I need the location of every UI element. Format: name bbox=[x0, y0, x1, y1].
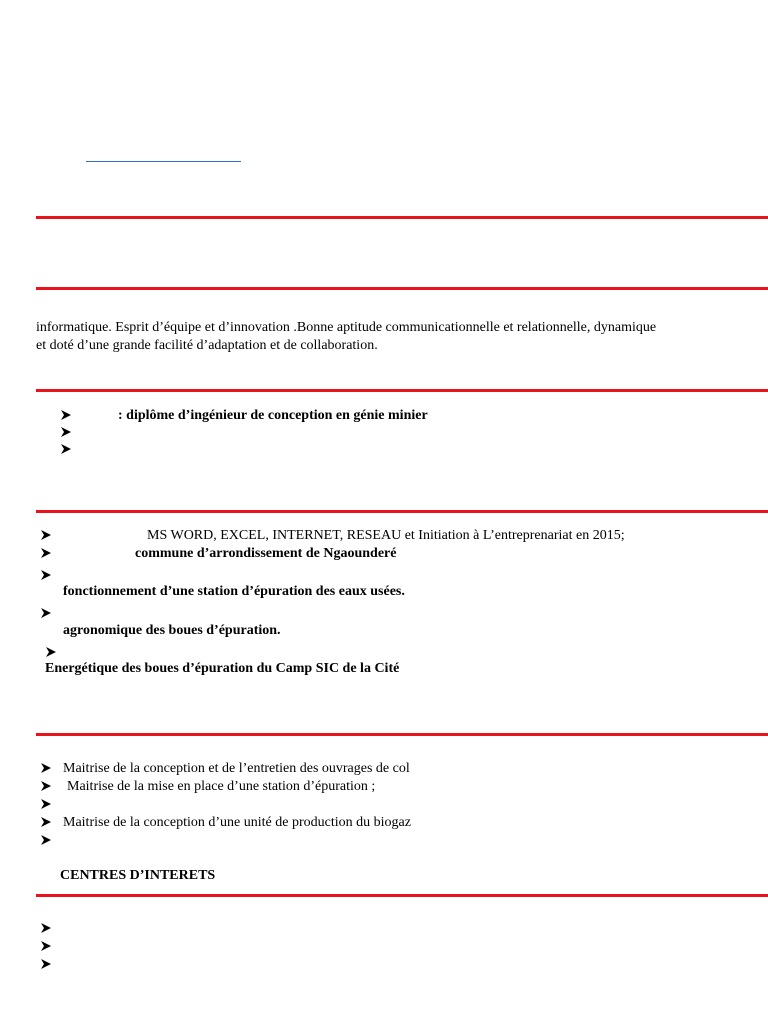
skills-item-4: Maitrise de la conception d’une unité de production du biogaz bbox=[63, 815, 411, 830]
arrowhead-bullet-icon bbox=[40, 529, 52, 543]
skills-item-1: Maitrise de la conception et de l’entretien des ouvrages de col bbox=[63, 761, 410, 776]
arrowhead-bullet-icon bbox=[40, 547, 52, 561]
arrowhead-bullet-icon bbox=[40, 569, 52, 583]
arrowhead-bullet-icon bbox=[40, 762, 52, 776]
experience-item-4: agronomique des boues d’épuration. bbox=[63, 623, 281, 638]
experience-item-5: Energétique des boues d’épuration du Camp SIC de la Cité bbox=[45, 661, 400, 676]
profile-line-1: informatique. Esprit d’équipe et d’innovation .Bonne aptitude communicationnelle et relationnelle, dynamique bbox=[36, 320, 657, 335]
arrowhead-bullet-icon bbox=[40, 922, 52, 936]
arrowhead-bullet-icon bbox=[40, 816, 52, 830]
experience-item-2: commune d’arrondissement de Ngaounderé bbox=[135, 546, 397, 561]
arrowhead-bullet-icon bbox=[40, 607, 52, 621]
section-divider bbox=[36, 389, 768, 392]
profile-line-2: et doté d’une grande facilité d’adaptation et de collaboration. bbox=[36, 338, 378, 353]
arrowhead-bullet-icon bbox=[40, 834, 52, 848]
interests-heading: CENTRES D’INTERETS bbox=[60, 868, 216, 883]
formation-item-1: : diplôme d’ingénieur de conception en génie minier bbox=[118, 408, 428, 423]
arrowhead-bullet-icon bbox=[40, 780, 52, 794]
arrowhead-bullet-icon bbox=[60, 426, 72, 440]
arrowhead-bullet-icon bbox=[40, 958, 52, 972]
section-divider bbox=[36, 510, 768, 513]
arrowhead-bullet-icon bbox=[40, 940, 52, 954]
arrowhead-bullet-icon bbox=[60, 443, 72, 457]
section-divider bbox=[36, 894, 768, 897]
experience-item-1 bbox=[147, 527, 625, 545]
arrowhead-bullet-icon bbox=[60, 409, 72, 423]
email-link-underline[interactable] bbox=[86, 161, 241, 162]
arrowhead-bullet-icon bbox=[40, 798, 52, 812]
section-divider bbox=[36, 216, 768, 219]
skills-item-2: Maitrise de la mise en place d’une station d’épuration ; bbox=[67, 779, 376, 794]
experience-item-1-rest: et Initiation à L’entreprenariat en 2015; bbox=[401, 528, 625, 543]
experience-item-3: fonctionnement d’une station d’épuration des eaux usées. bbox=[63, 584, 405, 599]
experience-item-1-tools: MS WORD, EXCEL, INTERNET, RESEAU bbox=[147, 528, 402, 543]
section-divider bbox=[36, 287, 768, 290]
section-divider bbox=[36, 733, 768, 736]
arrowhead-bullet-icon bbox=[45, 646, 57, 660]
